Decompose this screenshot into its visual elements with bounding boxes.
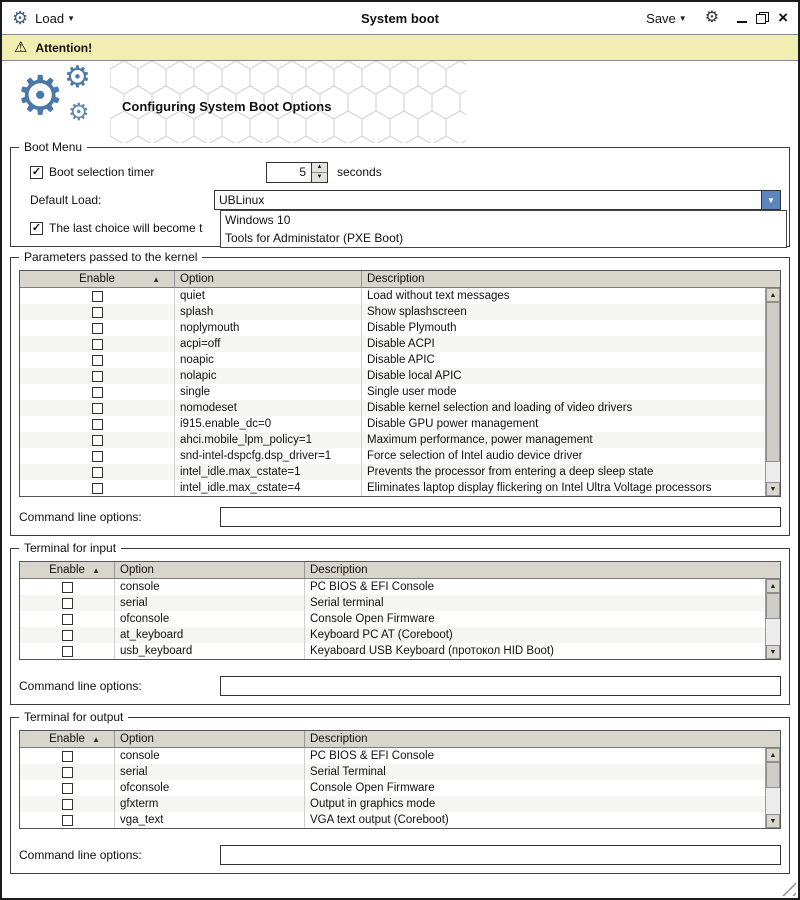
terminal-input-table bbox=[19, 561, 781, 660]
description-cell: Disable APIC bbox=[361, 352, 780, 368]
boot-timer-label: Boot selection timer bbox=[49, 165, 155, 179]
column-label: Option bbox=[120, 733, 154, 745]
group-legend: Terminal for output bbox=[19, 710, 128, 724]
boot-timer-checkbox[interactable] bbox=[30, 166, 43, 179]
boot-menu-group bbox=[10, 140, 790, 247]
kernel-command-line-input[interactable] bbox=[220, 507, 781, 527]
enable-cell bbox=[20, 480, 174, 496]
column-label: Enable bbox=[49, 733, 85, 745]
chevron-down-icon: ▼ bbox=[767, 195, 775, 205]
app-gear-icon: ⚙ bbox=[12, 8, 29, 28]
attention-text: Attention! bbox=[35, 40, 93, 55]
enable-checkbox[interactable] bbox=[92, 323, 103, 334]
option-cell: ofconsole bbox=[114, 780, 304, 796]
enable-checkbox[interactable] bbox=[62, 815, 73, 826]
default-load-row bbox=[19, 190, 781, 210]
enable-cell bbox=[20, 368, 174, 384]
table-header bbox=[20, 562, 780, 579]
table-row[interactable] bbox=[20, 480, 780, 496]
table-row[interactable] bbox=[20, 432, 780, 448]
column-description[interactable] bbox=[304, 562, 780, 578]
table-row[interactable] bbox=[20, 464, 780, 480]
combobox-value: UBLinux bbox=[219, 193, 265, 207]
option-cell: console bbox=[114, 748, 304, 764]
option-cell: at_keyboard bbox=[114, 627, 304, 643]
option-cell: vga_text bbox=[114, 812, 304, 828]
load-menu[interactable] bbox=[35, 11, 75, 26]
table-row[interactable] bbox=[20, 336, 780, 352]
enable-cell bbox=[20, 400, 174, 416]
column-option[interactable] bbox=[114, 562, 304, 578]
option-cell: noplymouth bbox=[174, 320, 361, 336]
table-row[interactable] bbox=[20, 812, 780, 828]
enable-checkbox[interactable] bbox=[62, 783, 73, 794]
kernel-params-table bbox=[19, 270, 781, 497]
enable-checkbox[interactable] bbox=[62, 799, 73, 810]
enable-checkbox[interactable] bbox=[62, 614, 73, 625]
terminal-input-group bbox=[10, 541, 790, 705]
table-row[interactable] bbox=[20, 764, 780, 780]
table-row[interactable] bbox=[20, 288, 780, 304]
option-cell: serial bbox=[114, 595, 304, 611]
option-cell: intel_idle.max_cstate=4 bbox=[174, 480, 361, 496]
table-row[interactable] bbox=[20, 400, 780, 416]
sort-asc-icon: ▲ bbox=[92, 734, 100, 744]
column-option[interactable] bbox=[114, 731, 304, 747]
description-cell: Serial terminal bbox=[304, 595, 780, 611]
last-choice-label: The last choice will become t bbox=[49, 221, 203, 235]
sort-asc-icon: ▲ bbox=[152, 274, 160, 284]
load-menu-label: Load bbox=[35, 10, 65, 26]
enable-cell bbox=[20, 336, 174, 352]
option-cell: nomodeset bbox=[174, 400, 361, 416]
command-line-row bbox=[19, 676, 781, 696]
option-cell: console bbox=[114, 579, 304, 595]
titlebar-left bbox=[12, 9, 75, 27]
terminal-output-group bbox=[10, 710, 790, 874]
option-cell: acpi=off bbox=[174, 336, 361, 352]
table-row[interactable] bbox=[20, 595, 780, 611]
default-load-label: Default Load: bbox=[30, 193, 102, 207]
enable-cell bbox=[20, 796, 114, 812]
enable-cell bbox=[20, 764, 114, 780]
enable-cell bbox=[20, 780, 114, 796]
table-row[interactable] bbox=[20, 643, 780, 659]
column-description[interactable] bbox=[361, 271, 780, 287]
command-line-label: Command line options: bbox=[19, 679, 142, 693]
enable-cell bbox=[20, 448, 174, 464]
titlebar-right bbox=[646, 7, 788, 27]
enable-cell bbox=[20, 464, 174, 480]
column-enable[interactable] bbox=[20, 271, 174, 287]
resize-grip[interactable] bbox=[782, 882, 796, 896]
enable-checkbox[interactable] bbox=[92, 467, 103, 478]
description-cell: Prevents the processor from entering a deep sleep state bbox=[361, 464, 780, 480]
description-cell: Disable Plymouth bbox=[361, 320, 780, 336]
enable-checkbox[interactable] bbox=[92, 419, 103, 430]
gear-icon: ⚙ bbox=[64, 61, 91, 94]
enable-cell bbox=[20, 320, 174, 336]
window-controls bbox=[737, 7, 788, 27]
timer-spinner[interactable] bbox=[266, 162, 328, 183]
option-cell: usb_keyboard bbox=[114, 643, 304, 659]
column-enable[interactable] bbox=[20, 562, 114, 578]
enable-cell bbox=[20, 384, 174, 400]
table-body bbox=[20, 288, 780, 496]
column-label: Option bbox=[180, 273, 214, 285]
option-cell: ofconsole bbox=[114, 611, 304, 627]
column-label: Enable bbox=[79, 273, 115, 285]
option-cell: ahci.mobile_lpm_policy=1 bbox=[174, 432, 361, 448]
description-cell: VGA text output (Coreboot) bbox=[304, 812, 780, 828]
description-cell: Keyboard PC AT (Coreboot) bbox=[304, 627, 780, 643]
chevron-down-icon: ▼ bbox=[678, 13, 687, 23]
spinner-up-button[interactable]: ▲ bbox=[312, 163, 327, 173]
column-label: Description bbox=[310, 564, 368, 576]
dropdown-popup bbox=[220, 210, 787, 248]
enable-checkbox[interactable] bbox=[92, 435, 103, 446]
command-line-label: Command line options: bbox=[19, 848, 142, 862]
warning-icon: ⚠ bbox=[14, 39, 28, 56]
command-line-label: Command line options: bbox=[19, 510, 142, 524]
table-row[interactable] bbox=[20, 780, 780, 796]
enable-checkbox[interactable] bbox=[62, 646, 73, 657]
last-choice-checkbox[interactable] bbox=[30, 222, 43, 235]
scrollbar-thumb[interactable] bbox=[766, 762, 780, 788]
seconds-label: seconds bbox=[337, 165, 382, 179]
description-cell: Show splashscreen bbox=[361, 304, 780, 320]
spinner-buttons bbox=[311, 163, 327, 182]
enable-checkbox[interactable] bbox=[92, 403, 103, 414]
description-cell: Disable GPU power management bbox=[361, 416, 780, 432]
description-cell: Load without text messages bbox=[361, 288, 780, 304]
gears-logo bbox=[14, 63, 114, 141]
table-body bbox=[20, 579, 780, 659]
table-row[interactable] bbox=[20, 627, 780, 643]
description-cell: Single user mode bbox=[361, 384, 780, 400]
column-label: Option bbox=[120, 564, 154, 576]
enable-cell bbox=[20, 288, 174, 304]
enable-checkbox[interactable] bbox=[62, 582, 73, 593]
scroll-up-button[interactable]: ▲ bbox=[766, 288, 780, 302]
description-cell: Console Open Firmware bbox=[304, 780, 780, 796]
enable-checkbox[interactable] bbox=[92, 371, 103, 382]
description-cell: Output in graphics mode bbox=[304, 796, 780, 812]
scrollbar-thumb[interactable] bbox=[766, 302, 780, 462]
description-cell: Maximum performance, power management bbox=[361, 432, 780, 448]
table-row[interactable] bbox=[20, 748, 780, 764]
description-cell: Disable local APIC bbox=[361, 368, 780, 384]
description-cell: Eliminates laptop display flickering on Intel Ultra Voltage processors bbox=[361, 480, 780, 496]
scroll-up-button[interactable]: ▲ bbox=[766, 748, 780, 762]
table-row[interactable] bbox=[20, 384, 780, 400]
scrollbar-thumb[interactable] bbox=[766, 593, 780, 619]
enable-cell bbox=[20, 611, 114, 627]
enable-cell bbox=[20, 416, 174, 432]
terminal-input-command-line-input[interactable] bbox=[220, 676, 781, 696]
group-legend: Terminal for input bbox=[19, 541, 121, 555]
save-menu[interactable] bbox=[646, 11, 687, 26]
table-row[interactable] bbox=[20, 796, 780, 812]
default-load-combobox[interactable] bbox=[214, 190, 781, 210]
table-row[interactable] bbox=[20, 304, 780, 320]
description-cell: PC BIOS & EFI Console bbox=[304, 748, 780, 764]
description-cell: Console Open Firmware bbox=[304, 611, 780, 627]
enable-checkbox[interactable] bbox=[62, 751, 73, 762]
option-cell: single bbox=[174, 384, 361, 400]
terminal-output-table bbox=[19, 730, 781, 829]
option-cell: i915.enable_dc=0 bbox=[174, 416, 361, 432]
table-row[interactable] bbox=[20, 352, 780, 368]
enable-checkbox[interactable] bbox=[92, 451, 103, 462]
scroll-down-button[interactable]: ▼ bbox=[766, 645, 780, 659]
description-cell: Disable kernel selection and loading of video drivers bbox=[361, 400, 780, 416]
restore-button[interactable] bbox=[756, 12, 769, 24]
option-cell: splash bbox=[174, 304, 361, 320]
command-line-row bbox=[19, 845, 781, 865]
column-option[interactable] bbox=[174, 271, 361, 287]
enable-checkbox[interactable] bbox=[62, 598, 73, 609]
settings-gear-icon[interactable]: ⚙ bbox=[704, 9, 720, 26]
boot-timer-row bbox=[19, 162, 781, 182]
page-title: Configuring System Boot Options bbox=[122, 99, 332, 114]
scroll-up-button[interactable]: ▲ bbox=[766, 579, 780, 593]
description-cell: Serial Terminal bbox=[304, 764, 780, 780]
page-header bbox=[2, 61, 798, 143]
column-description[interactable] bbox=[304, 731, 780, 747]
command-line-row bbox=[19, 507, 781, 527]
spinner-down-button[interactable]: ▼ bbox=[312, 173, 327, 182]
option-cell: nolapic bbox=[174, 368, 361, 384]
gear-icon: ⚙ bbox=[16, 66, 65, 126]
table-header bbox=[20, 271, 780, 288]
vertical-scrollbar[interactable] bbox=[765, 748, 780, 828]
combobox-dropdown-button[interactable] bbox=[761, 191, 780, 209]
scroll-down-button[interactable]: ▼ bbox=[766, 814, 780, 828]
column-label: Description bbox=[367, 273, 425, 285]
minimize-button[interactable] bbox=[737, 21, 747, 23]
timer-value: 5 bbox=[299, 164, 306, 179]
enable-cell bbox=[20, 812, 114, 828]
enable-checkbox[interactable] bbox=[92, 355, 103, 366]
table-row[interactable] bbox=[20, 448, 780, 464]
option-cell: snd-intel-dspcfg.dsp_driver=1 bbox=[174, 448, 361, 464]
description-cell: Keyaboard USB Keyboard (протокол HID Boot) bbox=[304, 643, 780, 659]
table-row[interactable] bbox=[20, 611, 780, 627]
table-header bbox=[20, 731, 780, 748]
enable-checkbox[interactable] bbox=[92, 291, 103, 302]
enable-checkbox[interactable] bbox=[92, 307, 103, 318]
enable-checkbox[interactable] bbox=[92, 483, 103, 494]
option-cell: noapic bbox=[174, 352, 361, 368]
enable-cell bbox=[20, 304, 174, 320]
column-enable[interactable] bbox=[20, 731, 114, 747]
table-row[interactable] bbox=[20, 416, 780, 432]
enable-cell bbox=[20, 595, 114, 611]
vertical-scrollbar[interactable] bbox=[765, 288, 780, 496]
gear-icon: ⚙ bbox=[68, 99, 90, 126]
chevron-down-icon: ▼ bbox=[67, 13, 75, 23]
enable-checkbox[interactable] bbox=[92, 339, 103, 350]
table-row[interactable] bbox=[20, 320, 780, 336]
enable-cell bbox=[20, 748, 114, 764]
close-button[interactable]: × bbox=[778, 7, 788, 27]
group-legend: Boot Menu bbox=[19, 140, 87, 154]
enable-cell bbox=[20, 352, 174, 368]
title-bar bbox=[2, 2, 798, 34]
enable-checkbox[interactable] bbox=[62, 630, 73, 641]
description-cell: Force selection of Intel audio device driver bbox=[361, 448, 780, 464]
option-cell: serial bbox=[114, 764, 304, 780]
table-body bbox=[20, 748, 780, 828]
enable-cell bbox=[20, 627, 114, 643]
scroll-down-button[interactable]: ▼ bbox=[766, 482, 780, 496]
option-cell: intel_idle.max_cstate=1 bbox=[174, 464, 361, 480]
option-cell: quiet bbox=[174, 288, 361, 304]
description-cell: Disable ACPI bbox=[361, 336, 780, 352]
save-menu-label: Save bbox=[646, 10, 676, 26]
column-label: Description bbox=[310, 733, 368, 745]
enable-checkbox[interactable] bbox=[92, 387, 103, 398]
sort-asc-icon: ▲ bbox=[92, 565, 100, 575]
kernel-params-group bbox=[10, 250, 790, 536]
dropdown-option[interactable]: Tools for Administator (PXE Boot) bbox=[225, 231, 404, 245]
terminal-output-command-line-input[interactable] bbox=[220, 845, 781, 865]
table-row[interactable] bbox=[20, 579, 780, 595]
enable-cell bbox=[20, 643, 114, 659]
vertical-scrollbar[interactable] bbox=[765, 579, 780, 659]
description-cell: PC BIOS & EFI Console bbox=[304, 579, 780, 595]
enable-checkbox[interactable] bbox=[62, 767, 73, 778]
table-row[interactable] bbox=[20, 368, 780, 384]
window-title: System boot bbox=[360, 10, 439, 26]
dropdown-option[interactable]: Windows 10 bbox=[225, 213, 291, 227]
column-label: Enable bbox=[49, 564, 85, 576]
enable-cell bbox=[20, 432, 174, 448]
option-cell: gfxterm bbox=[114, 796, 304, 812]
enable-cell bbox=[20, 579, 114, 595]
attention-banner bbox=[2, 34, 798, 61]
group-legend: Parameters passed to the kernel bbox=[19, 250, 202, 264]
